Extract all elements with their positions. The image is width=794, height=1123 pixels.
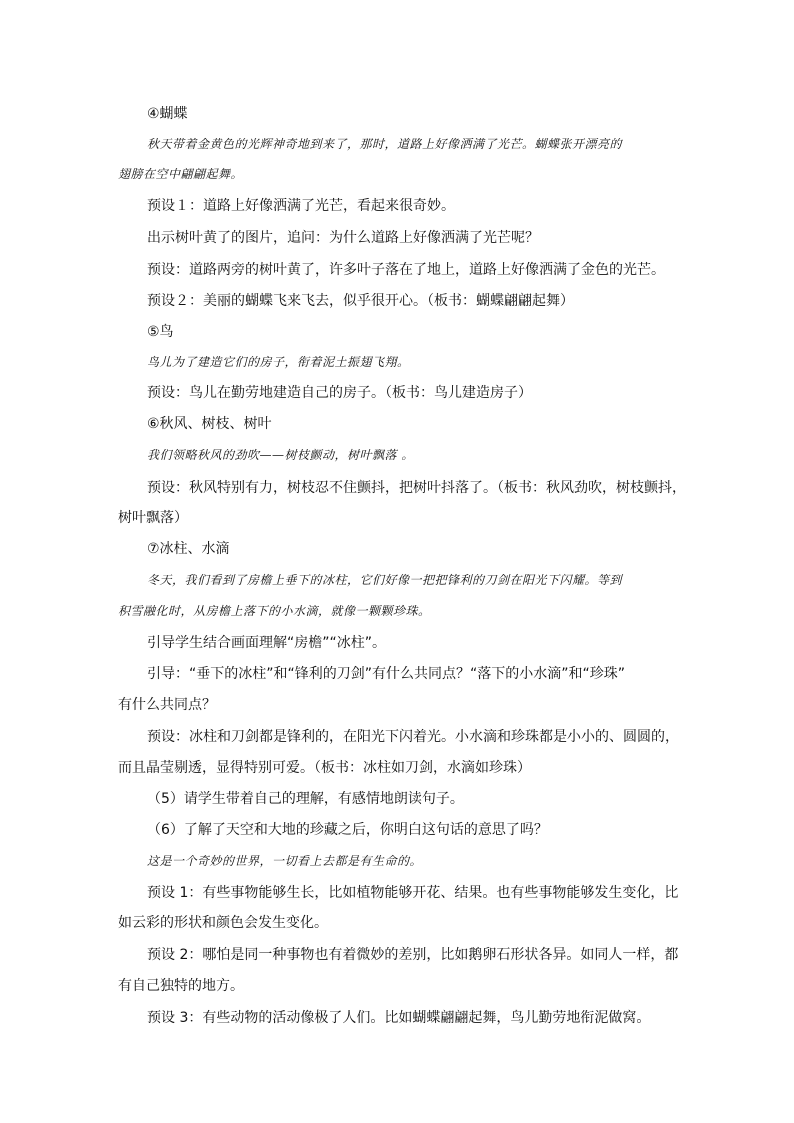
paragraph-line: 树叶飘落） — [118, 510, 188, 526]
paragraph-line: 预设 1：有些事物能够生长，比如植物能够开花、结果。也有些事物能够发生变化，比 — [147, 885, 679, 901]
paragraph-line: 预设１：道路上好像洒满了光芒，看起来很奇妙。 — [147, 198, 455, 214]
heading-butterfly: ④蝴蝶 — [147, 106, 188, 122]
heading-icicle: ⑦冰柱、水滴 — [147, 541, 230, 557]
paragraph-line: （5）请学生带着自己的理解，有感情地朗读句子。 — [147, 791, 464, 807]
paragraph-line: 而且晶莹剔透，显得特别可爱。（板书：冰柱如刀剑，水滴如珍珠） — [118, 760, 531, 776]
paragraph-line: 预设 2：哪怕是同一种事物也有着微妙的差别，比如鹅卵石形状各异。如同人一样，都 — [147, 947, 679, 963]
paragraph-line: 预设：秋风特别有力，树枝忍不住颤抖，把树叶抖落了。（板书：秋风劲吹，树枝颤抖， — [147, 480, 686, 496]
paragraph-line: 有自己独特的地方。 — [118, 978, 244, 994]
quote-line: 这是一个奇妙的世界，一切看上去都是有生命的。 — [147, 854, 423, 868]
quote-line: 翅膀在空中翩翩起舞。 — [118, 167, 244, 181]
paragraph-line: 预设：冰柱和刀剑都是锋利的，在阳光下闪着光。小水滴和珍珠都是小小的、圆圆的， — [147, 729, 679, 745]
quote-line: 冬天，我们看到了房檐上垂下的冰柱，它们好像一把把锋利的刀剑在阳光下闪耀。等到 — [147, 573, 623, 587]
quote-line: 秋天带着金黄色的光辉神奇地到来了，那时，道路上好像洒满了光芒。蝴蝶张开漂亮的 — [147, 137, 623, 151]
quote-line: 我们领略秋风的劲吹——树枝颤动，树叶飘落 。 — [147, 448, 414, 462]
quote-line: 鸟儿为了建造它们的房子，衔着泥土振翅飞翔。 — [147, 355, 410, 369]
quote-line: 积雪融化时，从房檐上落下的小水滴，就像一颗颗珍珠。 — [118, 604, 431, 618]
paragraph-line: 预设：道路两旁的树叶黄了，许多叶子落在了地上，道路上好像洒满了金色的光芒。 — [147, 262, 665, 278]
paragraph-line: 出示树叶黄了的图片，追问：为什么道路上好像洒满了光芒呢？ — [147, 230, 539, 246]
paragraph-line: 预设 3：有些动物的活动像极了人们。比如蝴蝶翩翩起舞，鸟儿勤劳地衔泥做窝。 — [147, 1010, 651, 1026]
paragraph-line: 引导：“垂下的冰柱”和“锋利的刀剑”有什么共同点？“落下的小水滴”和“珍珠” — [147, 666, 626, 682]
heading-bird: ⑤鸟 — [147, 324, 174, 340]
heading-wind: ⑥秋风、树枝、树叶 — [147, 416, 272, 432]
paragraph-line: 引导学生结合画面理解“房檐”“冰柱”。 — [147, 635, 387, 651]
paragraph-line: （6）了解了天空和大地的珍藏之后，你明白这句话的意思了吗？ — [147, 822, 548, 838]
paragraph-line: 预设２：美丽的蝴蝶飞来飞去，似乎很开心。（板书：蝴蝶翩翩起舞） — [147, 293, 574, 309]
paragraph-line: 有什么共同点？ — [118, 697, 216, 713]
paragraph-line: 如云彩的形状和颜色会发生变化。 — [118, 915, 328, 931]
paragraph-line: 预设：鸟儿在勤劳地建造自己的房子。（板书：鸟儿建造房子） — [147, 385, 532, 401]
